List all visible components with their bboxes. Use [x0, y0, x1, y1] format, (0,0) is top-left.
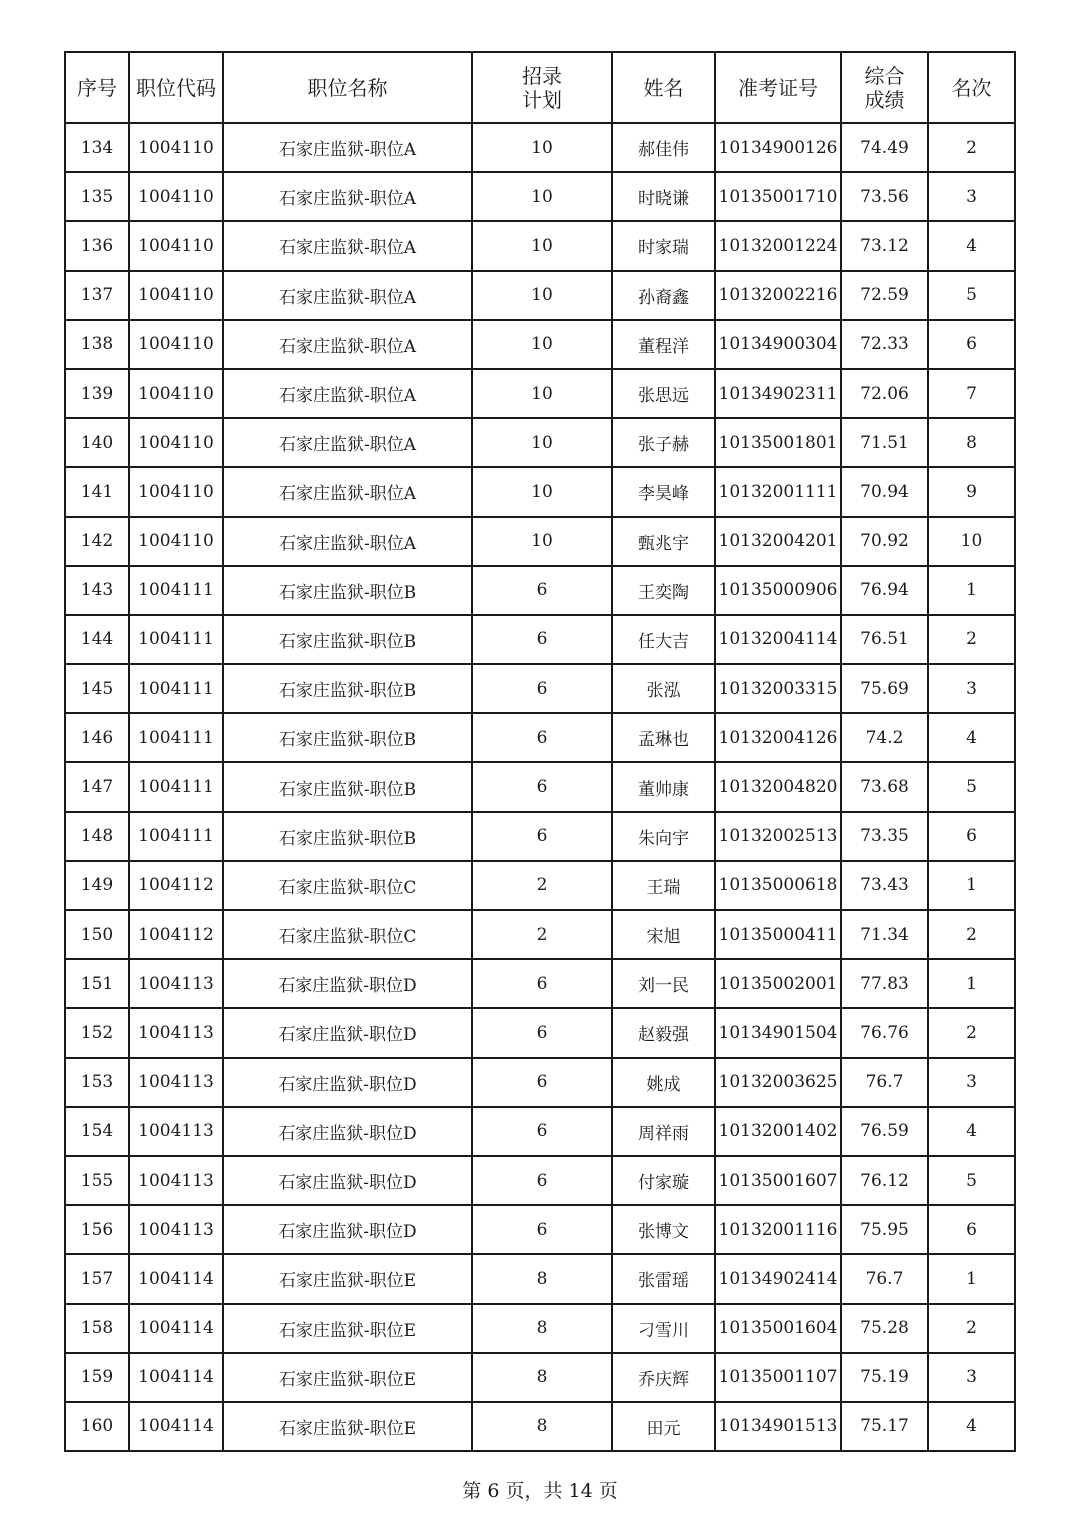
cell-plan: 6 [472, 1008, 612, 1057]
cell-name: 董帅康 [612, 762, 715, 811]
cell-code: 1004111 [129, 812, 223, 861]
cell-seq: 155 [65, 1156, 129, 1205]
cell-name: 乔庆辉 [612, 1353, 715, 1402]
cell-plan: 6 [472, 664, 612, 713]
cell-code: 1004110 [129, 123, 223, 172]
header-row [65, 52, 1015, 123]
cell-ticket: 10132001111 [715, 467, 841, 516]
cell-name: 赵毅强 [612, 1008, 715, 1057]
cell-plan: 8 [472, 1304, 612, 1353]
header-score [841, 52, 928, 123]
cell-score: 73.68 [841, 762, 928, 811]
cell-code: 1004114 [129, 1304, 223, 1353]
cell-plan: 10 [472, 271, 612, 320]
cell-code: 1004113 [129, 959, 223, 1008]
cell-position: 石家庄监狱-职位A [223, 172, 472, 221]
cell-score: 72.33 [841, 320, 928, 369]
cell-code: 1004114 [129, 1402, 223, 1451]
table-row [65, 615, 1015, 664]
table-row [65, 221, 1015, 270]
cell-score: 71.34 [841, 910, 928, 959]
cell-seq: 151 [65, 959, 129, 1008]
table-row [65, 467, 1015, 516]
cell-code: 1004112 [129, 910, 223, 959]
header-rank: 名次 [928, 52, 1015, 123]
cell-ticket: 10135001107 [715, 1353, 841, 1402]
cell-score: 74.2 [841, 713, 928, 762]
cell-ticket: 10132004201 [715, 517, 841, 566]
cell-plan: 6 [472, 615, 612, 664]
table-row [65, 1304, 1015, 1353]
cell-score: 72.06 [841, 369, 928, 418]
table-row [65, 1205, 1015, 1254]
cell-position: 石家庄监狱-职位A [223, 418, 472, 467]
cell-name: 董程洋 [612, 320, 715, 369]
table-row [65, 369, 1015, 418]
header-score-line2: 成绩 [864, 87, 905, 112]
cell-plan: 6 [472, 812, 612, 861]
cell-code: 1004111 [129, 762, 223, 811]
page-footer [0, 1476, 1080, 1503]
cell-rank: 9 [928, 467, 1015, 516]
cell-plan: 10 [472, 320, 612, 369]
cell-score: 76.7 [841, 1254, 928, 1303]
cell-ticket: 10132001224 [715, 221, 841, 270]
cell-code: 1004113 [129, 1205, 223, 1254]
cell-score: 71.51 [841, 418, 928, 467]
table-row [65, 1058, 1015, 1107]
cell-score: 77.83 [841, 959, 928, 1008]
table-row [65, 517, 1015, 566]
cell-score: 75.17 [841, 1402, 928, 1451]
cell-code: 1004111 [129, 566, 223, 615]
cell-position: 石家庄监狱-职位A [223, 320, 472, 369]
cell-plan: 8 [472, 1254, 612, 1303]
cell-score: 70.94 [841, 467, 928, 516]
cell-position: 石家庄监狱-职位D [223, 1008, 472, 1057]
cell-plan: 10 [472, 467, 612, 516]
cell-ticket: 10132004820 [715, 762, 841, 811]
cell-rank: 4 [928, 1107, 1015, 1156]
cell-ticket: 10135001801 [715, 418, 841, 467]
header-seq: 序号 [65, 52, 129, 123]
cell-plan: 10 [472, 221, 612, 270]
cell-code: 1004113 [129, 1107, 223, 1156]
table-row [65, 664, 1015, 713]
cell-position: 石家庄监狱-职位B [223, 615, 472, 664]
cell-score: 70.92 [841, 517, 928, 566]
cell-position: 石家庄监狱-职位E [223, 1402, 472, 1451]
cell-score: 73.35 [841, 812, 928, 861]
cell-plan: 6 [472, 713, 612, 762]
cell-code: 1004110 [129, 467, 223, 516]
cell-seq: 136 [65, 221, 129, 270]
cell-score: 76.51 [841, 615, 928, 664]
cell-rank: 6 [928, 320, 1015, 369]
cell-name: 甄兆宇 [612, 517, 715, 566]
cell-name: 宋旭 [612, 910, 715, 959]
cell-position: 石家庄监狱-职位C [223, 910, 472, 959]
table-row [65, 172, 1015, 221]
cell-ticket: 10134902414 [715, 1254, 841, 1303]
table-body [65, 123, 1015, 1451]
cell-code: 1004111 [129, 615, 223, 664]
cell-name: 郝佳伟 [612, 123, 715, 172]
table-row [65, 1254, 1015, 1303]
cell-ticket: 10132002513 [715, 812, 841, 861]
cell-rank: 1 [928, 861, 1015, 910]
cell-code: 1004110 [129, 172, 223, 221]
table-row [65, 418, 1015, 467]
cell-ticket: 10135001710 [715, 172, 841, 221]
cell-seq: 152 [65, 1008, 129, 1057]
cell-plan: 6 [472, 566, 612, 615]
cell-code: 1004113 [129, 1008, 223, 1057]
cell-ticket: 10132003625 [715, 1058, 841, 1107]
cell-name: 任大吉 [612, 615, 715, 664]
cell-rank: 5 [928, 762, 1015, 811]
table-row [65, 812, 1015, 861]
page-number-label: 第 6 页，共 14 页 [462, 1480, 618, 1502]
cell-rank: 10 [928, 517, 1015, 566]
cell-score: 75.95 [841, 1205, 928, 1254]
cell-rank: 6 [928, 812, 1015, 861]
cell-seq: 160 [65, 1402, 129, 1451]
cell-plan: 8 [472, 1402, 612, 1451]
cell-score: 76.76 [841, 1008, 928, 1057]
cell-name: 张泓 [612, 664, 715, 713]
cell-plan: 2 [472, 861, 612, 910]
cell-seq: 154 [65, 1107, 129, 1156]
cell-name: 田元 [612, 1402, 715, 1451]
cell-plan: 6 [472, 762, 612, 811]
cell-plan: 6 [472, 1058, 612, 1107]
cell-ticket: 10132004114 [715, 615, 841, 664]
cell-rank: 4 [928, 1402, 1015, 1451]
cell-position: 石家庄监狱-职位B [223, 713, 472, 762]
cell-ticket: 10135002001 [715, 959, 841, 1008]
cell-seq: 149 [65, 861, 129, 910]
cell-code: 1004112 [129, 861, 223, 910]
cell-seq: 144 [65, 615, 129, 664]
header-position: 职位名称 [223, 52, 472, 123]
table-row [65, 1008, 1015, 1057]
cell-plan: 6 [472, 959, 612, 1008]
cell-seq: 145 [65, 664, 129, 713]
cell-name: 刁雪川 [612, 1304, 715, 1353]
table-row [65, 861, 1015, 910]
cell-position: 石家庄监狱-职位B [223, 762, 472, 811]
cell-rank: 2 [928, 123, 1015, 172]
table-row [65, 713, 1015, 762]
cell-code: 1004113 [129, 1058, 223, 1107]
cell-position: 石家庄监狱-职位A [223, 369, 472, 418]
cell-position: 石家庄监狱-职位A [223, 467, 472, 516]
cell-ticket: 10132003315 [715, 664, 841, 713]
header-score-line1: 综合 [864, 63, 905, 88]
cell-seq: 156 [65, 1205, 129, 1254]
cell-ticket: 10135000906 [715, 566, 841, 615]
cell-name: 刘一民 [612, 959, 715, 1008]
cell-code: 1004114 [129, 1254, 223, 1303]
cell-score: 75.19 [841, 1353, 928, 1402]
cell-seq: 139 [65, 369, 129, 418]
cell-rank: 1 [928, 1254, 1015, 1303]
cell-rank: 5 [928, 1156, 1015, 1205]
cell-rank: 3 [928, 1058, 1015, 1107]
header-name: 姓名 [612, 52, 715, 123]
cell-seq: 158 [65, 1304, 129, 1353]
cell-rank: 4 [928, 221, 1015, 270]
cell-code: 1004113 [129, 1156, 223, 1205]
cell-score: 72.59 [841, 271, 928, 320]
cell-name: 张博文 [612, 1205, 715, 1254]
cell-name: 朱向宇 [612, 812, 715, 861]
cell-ticket: 10134902311 [715, 369, 841, 418]
cell-name: 王奕陶 [612, 566, 715, 615]
cell-code: 1004111 [129, 713, 223, 762]
cell-seq: 141 [65, 467, 129, 516]
cell-position: 石家庄监狱-职位D [223, 1107, 472, 1156]
cell-name: 周祥雨 [612, 1107, 715, 1156]
cell-ticket: 10134900126 [715, 123, 841, 172]
cell-score: 74.49 [841, 123, 928, 172]
cell-plan: 10 [472, 369, 612, 418]
cell-ticket: 10134901504 [715, 1008, 841, 1057]
cell-position: 石家庄监狱-职位A [223, 517, 472, 566]
cell-ticket: 10135000411 [715, 910, 841, 959]
cell-rank: 2 [928, 615, 1015, 664]
cell-name: 张思远 [612, 369, 715, 418]
cell-name: 张子赫 [612, 418, 715, 467]
cell-seq: 142 [65, 517, 129, 566]
table-row [65, 1402, 1015, 1451]
table-row [65, 910, 1015, 959]
cell-name: 孙裔鑫 [612, 271, 715, 320]
cell-seq: 135 [65, 172, 129, 221]
cell-rank: 7 [928, 369, 1015, 418]
cell-ticket: 10135000618 [715, 861, 841, 910]
cell-plan: 6 [472, 1107, 612, 1156]
cell-position: 石家庄监狱-职位D [223, 959, 472, 1008]
cell-seq: 143 [65, 566, 129, 615]
cell-plan: 10 [472, 123, 612, 172]
cell-seq: 157 [65, 1254, 129, 1303]
cell-name: 付家璇 [612, 1156, 715, 1205]
cell-score: 73.43 [841, 861, 928, 910]
cell-rank: 3 [928, 1353, 1015, 1402]
cell-position: 石家庄监狱-职位E [223, 1304, 472, 1353]
cell-rank: 2 [928, 1304, 1015, 1353]
cell-code: 1004110 [129, 369, 223, 418]
cell-score: 76.59 [841, 1107, 928, 1156]
cell-score: 73.56 [841, 172, 928, 221]
cell-score: 73.12 [841, 221, 928, 270]
cell-plan: 10 [472, 418, 612, 467]
cell-seq: 147 [65, 762, 129, 811]
cell-position: 石家庄监狱-职位E [223, 1254, 472, 1303]
cell-ticket: 10134901513 [715, 1402, 841, 1451]
cell-score: 76.7 [841, 1058, 928, 1107]
cell-score: 75.28 [841, 1304, 928, 1353]
cell-ticket: 10135001607 [715, 1156, 841, 1205]
cell-position: 石家庄监狱-职位D [223, 1058, 472, 1107]
cell-ticket: 10132001402 [715, 1107, 841, 1156]
cell-code: 1004110 [129, 517, 223, 566]
header-plan [472, 52, 612, 123]
cell-position: 石家庄监狱-职位D [223, 1205, 472, 1254]
cell-position: 石家庄监狱-职位A [223, 123, 472, 172]
cell-seq: 137 [65, 271, 129, 320]
cell-ticket: 10132002216 [715, 271, 841, 320]
cell-name: 时家瑞 [612, 221, 715, 270]
cell-name: 李昊峰 [612, 467, 715, 516]
cell-position: 石家庄监狱-职位B [223, 566, 472, 615]
table-row [65, 1156, 1015, 1205]
cell-plan: 10 [472, 517, 612, 566]
cell-position: 石家庄监狱-职位A [223, 221, 472, 270]
table-row [65, 1107, 1015, 1156]
cell-position: 石家庄监狱-职位D [223, 1156, 472, 1205]
cell-rank: 6 [928, 1205, 1015, 1254]
header-code: 职位代码 [129, 52, 223, 123]
table-header [65, 52, 1015, 123]
cell-name: 王瑞 [612, 861, 715, 910]
cell-plan: 8 [472, 1353, 612, 1402]
table-row [65, 320, 1015, 369]
table-row [65, 1353, 1015, 1402]
cell-code: 1004110 [129, 221, 223, 270]
cell-seq: 146 [65, 713, 129, 762]
cell-code: 1004110 [129, 418, 223, 467]
cell-name: 孟琳也 [612, 713, 715, 762]
cell-seq: 138 [65, 320, 129, 369]
cell-score: 75.69 [841, 664, 928, 713]
table-row [65, 959, 1015, 1008]
cell-score: 76.12 [841, 1156, 928, 1205]
cell-rank: 1 [928, 959, 1015, 1008]
cell-seq: 148 [65, 812, 129, 861]
cell-position: 石家庄监狱-职位B [223, 812, 472, 861]
header-ticket: 准考证号 [715, 52, 841, 123]
cell-name: 张雷瑶 [612, 1254, 715, 1303]
header-plan-line1: 招录 [522, 63, 562, 88]
cell-ticket: 10134900304 [715, 320, 841, 369]
cell-seq: 140 [65, 418, 129, 467]
cell-position: 石家庄监狱-职位A [223, 271, 472, 320]
cell-seq: 134 [65, 123, 129, 172]
cell-plan: 6 [472, 1156, 612, 1205]
table-row [65, 123, 1015, 172]
cell-seq: 150 [65, 910, 129, 959]
header-plan-line2: 计划 [522, 87, 562, 112]
cell-rank: 4 [928, 713, 1015, 762]
cell-rank: 3 [928, 172, 1015, 221]
cell-rank: 2 [928, 910, 1015, 959]
cell-rank: 2 [928, 1008, 1015, 1057]
cell-rank: 5 [928, 271, 1015, 320]
cell-name: 时晓谦 [612, 172, 715, 221]
cell-seq: 153 [65, 1058, 129, 1107]
cell-ticket: 10132004126 [715, 713, 841, 762]
cell-score: 76.94 [841, 566, 928, 615]
cell-name: 姚成 [612, 1058, 715, 1107]
results-table [64, 51, 1016, 1452]
cell-position: 石家庄监狱-职位B [223, 664, 472, 713]
table-row [65, 566, 1015, 615]
cell-ticket: 10135001604 [715, 1304, 841, 1353]
table-row [65, 762, 1015, 811]
cell-plan: 10 [472, 172, 612, 221]
cell-plan: 2 [472, 910, 612, 959]
cell-position: 石家庄监狱-职位E [223, 1353, 472, 1402]
cell-code: 1004114 [129, 1353, 223, 1402]
cell-seq: 159 [65, 1353, 129, 1402]
cell-code: 1004110 [129, 271, 223, 320]
table-row [65, 271, 1015, 320]
cell-ticket: 10132001116 [715, 1205, 841, 1254]
cell-code: 1004110 [129, 320, 223, 369]
cell-rank: 1 [928, 566, 1015, 615]
cell-rank: 3 [928, 664, 1015, 713]
cell-rank: 8 [928, 418, 1015, 467]
cell-plan: 6 [472, 1205, 612, 1254]
cell-position: 石家庄监狱-职位C [223, 861, 472, 910]
cell-code: 1004111 [129, 664, 223, 713]
